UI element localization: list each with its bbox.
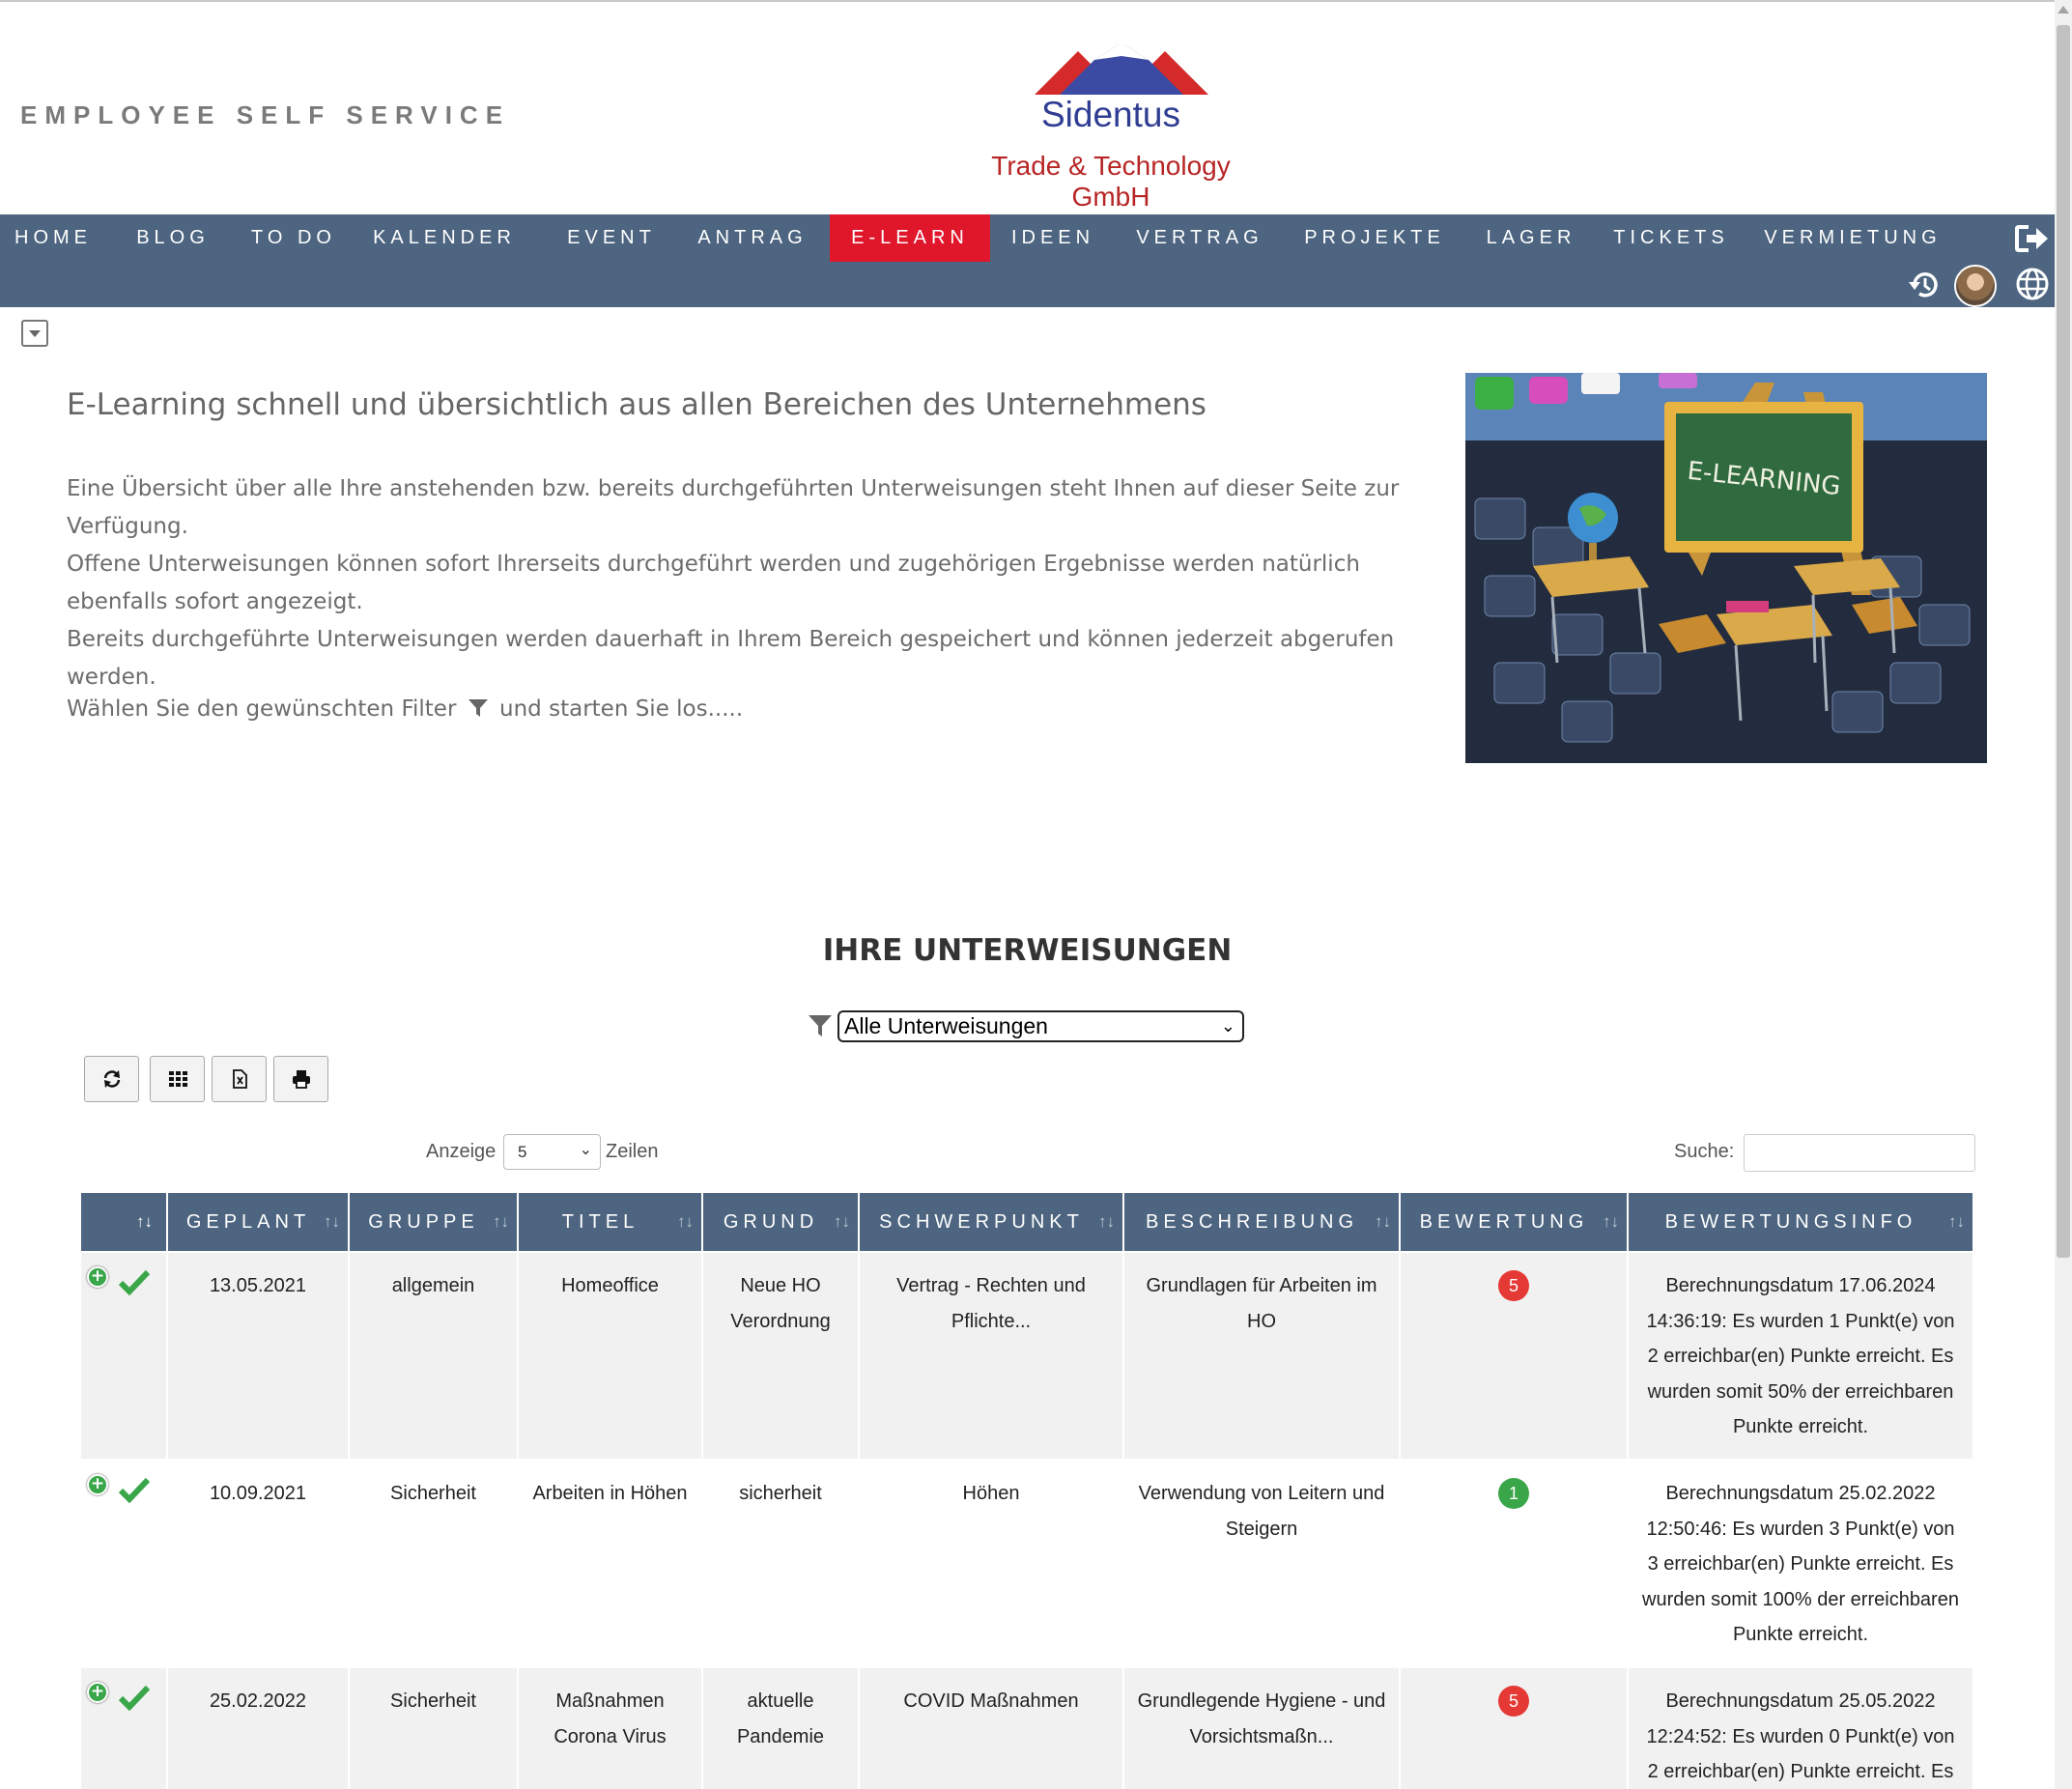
nav-item-ideen[interactable]: IDEEN bbox=[1010, 227, 1095, 248]
sort-icon: ↑↓ bbox=[324, 1212, 340, 1231]
col-header-grund[interactable]: GRUND ↑↓ bbox=[703, 1193, 858, 1251]
sort-icon: ↑↓ bbox=[1948, 1212, 1965, 1231]
cell-bewertung bbox=[1401, 1253, 1627, 1459]
cell-bewertungsinfo: Berechnungsdatum 25.05.2022 12:24:52: Es wurden 0 Punkt(e) von 2 erreichbar(en) Punkte erreicht. Es bbox=[1629, 1668, 1973, 1789]
bewertung-badge: 5 bbox=[1498, 1686, 1529, 1717]
sort-icon: ↑↓ bbox=[136, 1212, 153, 1231]
nav-item-home[interactable]: HOME bbox=[14, 227, 92, 248]
table-row[interactable] bbox=[81, 1253, 1973, 1459]
length-label-after: Zeilen bbox=[606, 1141, 659, 1162]
check-icon bbox=[118, 1268, 151, 1295]
cell-schwerpunkt: COVID Maßnahmen bbox=[860, 1668, 1122, 1789]
table-header-row bbox=[81, 1193, 1973, 1251]
nav-item-tickets[interactable]: TICKETS bbox=[1613, 227, 1729, 248]
sort-icon: ↑↓ bbox=[834, 1212, 850, 1231]
cell-titel: Maßnahmen Corona Virus bbox=[519, 1668, 701, 1789]
chevron-down-icon: ⌄ bbox=[579, 1142, 592, 1158]
cell-bewertung bbox=[1401, 1668, 1627, 1789]
sort-icon: ↑↓ bbox=[1375, 1212, 1391, 1231]
hero-chalkboard-text: E-LEARNING bbox=[1686, 456, 1842, 502]
logo-name: Sidentus bbox=[1041, 95, 1180, 134]
filter-hint-before: Wählen Sie den gewünschten Filter bbox=[67, 696, 457, 722]
col-header-beschreibung[interactable]: BESCHREIBUNG ↑↓ bbox=[1124, 1193, 1399, 1251]
col-header-geplant[interactable]: GEPLANT ↑↓ bbox=[168, 1193, 348, 1251]
cell-gruppe: Sicherheit bbox=[350, 1461, 517, 1666]
check-icon bbox=[118, 1476, 151, 1503]
print-button[interactable] bbox=[273, 1056, 328, 1102]
page-length-select[interactable] bbox=[503, 1134, 601, 1170]
col-header-gruppe[interactable]: GRUPPE ↑↓ bbox=[350, 1193, 517, 1251]
cell-geplant: 13.05.2021 bbox=[168, 1253, 348, 1459]
cell-geplant: 10.09.2021 bbox=[168, 1461, 348, 1666]
bewertung-badge: 1 bbox=[1498, 1478, 1529, 1509]
cell-grund: sicherheit bbox=[703, 1461, 858, 1666]
cell-beschreibung: Grundlegende Hygiene - und Vorsichtsmaßn... bbox=[1124, 1668, 1399, 1789]
logo-mountains-icon bbox=[1035, 44, 1208, 95]
filter-icon bbox=[808, 1013, 833, 1038]
filter-hint bbox=[67, 696, 743, 722]
expand-row-icon[interactable]: + bbox=[87, 1682, 108, 1703]
nav-item-todo[interactable]: TO DO bbox=[251, 227, 336, 248]
filter-hint-after: und starten Sie los..... bbox=[499, 696, 744, 722]
col-header-schwerpunkt[interactable]: SCHWERPUNKT ↑↓ bbox=[860, 1193, 1122, 1251]
cell-gruppe: Sicherheit bbox=[350, 1668, 517, 1789]
unterweisungen-table bbox=[79, 1191, 1974, 1789]
chevron-down-icon: ⌄ bbox=[1220, 1016, 1235, 1036]
col-header-titel[interactable]: TITEL ↑↓ bbox=[519, 1193, 701, 1251]
row-controls bbox=[81, 1253, 166, 1459]
scrollbar-thumb[interactable] bbox=[2057, 25, 2070, 1258]
sort-icon: ↑↓ bbox=[677, 1212, 694, 1231]
nav-item-vermietung[interactable]: VERMIETUNG bbox=[1764, 227, 1942, 248]
logo-subtitle: Trade & Technology GmbH bbox=[991, 151, 1231, 212]
excel-icon bbox=[230, 1069, 249, 1089]
nav-item-antrag[interactable]: ANTRAG bbox=[697, 227, 808, 248]
intro-heading: E-Learning schnell und übersichtlich aus allen Bereichen des Unternehmens bbox=[67, 387, 1206, 422]
filter-select-value: Alle Unterweisungen bbox=[844, 1013, 1048, 1038]
table-row[interactable] bbox=[81, 1461, 1973, 1666]
search-input[interactable] bbox=[1744, 1134, 1975, 1172]
sort-icon: ↑↓ bbox=[1098, 1212, 1115, 1231]
col-header-bewertung[interactable]: BEWERTUNG ↑↓ bbox=[1401, 1193, 1627, 1251]
row-controls bbox=[81, 1668, 166, 1789]
expand-row-icon[interactable]: + bbox=[87, 1474, 108, 1495]
filter-icon bbox=[468, 697, 489, 719]
sort-icon: ↑↓ bbox=[1603, 1212, 1619, 1231]
table-row[interactable] bbox=[81, 1668, 1973, 1789]
cell-geplant: 25.02.2022 bbox=[168, 1668, 348, 1789]
elearning-hero-image bbox=[1465, 373, 1987, 763]
page-length-value: 5 bbox=[518, 1143, 527, 1161]
cell-bewertung bbox=[1401, 1461, 1627, 1666]
excel-export-button[interactable] bbox=[212, 1056, 267, 1102]
columns-button[interactable] bbox=[150, 1056, 205, 1102]
refresh-icon bbox=[102, 1069, 122, 1089]
refresh-button[interactable] bbox=[84, 1056, 139, 1102]
avatar[interactable] bbox=[1954, 265, 1997, 307]
company-logo[interactable] bbox=[951, 44, 1299, 212]
intro-paragraph-3: Bereits durchgeführte Unterweisungen werden dauerhaft in Ihrem Bereich gespeichert und können jederzeit abgerufen werden. bbox=[67, 627, 1395, 690]
bewertung-badge: 5 bbox=[1498, 1270, 1529, 1301]
main-nav bbox=[0, 214, 2055, 307]
cell-schwerpunkt: Vertrag - Rechten und Pflichte... bbox=[860, 1253, 1122, 1459]
nav-item-elearn[interactable]: E-LEARN bbox=[830, 214, 990, 262]
cell-beschreibung: Grundlagen für Arbeiten im HO bbox=[1124, 1253, 1399, 1459]
nav-item-lager[interactable]: LAGER bbox=[1486, 227, 1576, 248]
cell-schwerpunkt: Höhen bbox=[860, 1461, 1122, 1666]
cell-gruppe: allgemein bbox=[350, 1253, 517, 1459]
check-icon bbox=[118, 1684, 151, 1711]
top-border bbox=[0, 0, 2072, 2]
print-icon bbox=[292, 1069, 311, 1089]
collapse-toggle-icon[interactable] bbox=[21, 320, 48, 347]
cell-bewertungsinfo: Berechnungsdatum 25.02.2022 12:50:46: Es wurden 3 Punkt(e) von 3 erreichbar(en) Punkte erreicht. Es wurden somit 100% der erreichbaren Punkte erreicht. bbox=[1629, 1461, 1973, 1666]
cell-grund: Neue HO Verordnung bbox=[703, 1253, 858, 1459]
unterweisungen-filter-select[interactable] bbox=[837, 1010, 1244, 1042]
cell-titel: Arbeiten in Höhen bbox=[519, 1461, 701, 1666]
intro-paragraph-2: Offene Unterweisungen können sofort Ihrerseits durchgeführt werden und zugehörigen Ergebnisse werden natürlich ebenfalls sofort angezeigt. bbox=[67, 552, 1360, 614]
section-title: IHRE UNTERWEISUNGEN bbox=[822, 933, 1233, 968]
logout-icon[interactable] bbox=[2015, 224, 2050, 253]
col-header-control[interactable] bbox=[81, 1193, 166, 1251]
expand-row-icon[interactable]: + bbox=[87, 1266, 108, 1288]
columns-icon bbox=[168, 1069, 187, 1089]
sort-icon: ↑↓ bbox=[493, 1212, 509, 1231]
nav-item-projekte[interactable]: PROJEKTE bbox=[1304, 227, 1445, 248]
app-title: EMPLOYEE SELF SERVICE bbox=[20, 100, 511, 129]
cell-grund: aktuelle Pandemie bbox=[703, 1668, 858, 1789]
col-header-bewertungsinfo[interactable]: BEWERTUNGSINFO ↑↓ bbox=[1629, 1193, 1973, 1251]
cell-beschreibung: Verwendung von Leitern und Steigern bbox=[1124, 1461, 1399, 1666]
search-label: Suche: bbox=[1674, 1141, 1735, 1162]
nav-item-kalender[interactable]: KALENDER bbox=[373, 227, 516, 248]
scroll-up-arrow-icon[interactable] bbox=[2058, 6, 2069, 14]
cell-bewertungsinfo: Berechnungsdatum 17.06.2024 14:36:19: Es wurden 1 Punkt(e) von 2 erreichbar(en) Punkte erreicht. Es wurden somit 50% der erreichbaren Punkte erreicht. bbox=[1629, 1253, 1973, 1459]
cell-titel: Homeoffice bbox=[519, 1253, 701, 1459]
nav-item-event[interactable]: EVENT bbox=[567, 227, 656, 248]
nav-item-blog[interactable]: BLOG bbox=[136, 227, 210, 248]
row-controls bbox=[81, 1461, 166, 1666]
intro-paragraph-1: Eine Übersicht über alle Ihre anstehenden bzw. bereits durchgeführten Unterweisungen steht Ihnen auf dieser Seite zur Verfügung. bbox=[67, 476, 1400, 539]
nav-item-vertrag[interactable]: VERTRAG bbox=[1136, 227, 1263, 248]
globe-icon[interactable] bbox=[2015, 267, 2050, 301]
length-label-before: Anzeige bbox=[426, 1141, 497, 1162]
history-icon[interactable] bbox=[1907, 269, 1942, 301]
